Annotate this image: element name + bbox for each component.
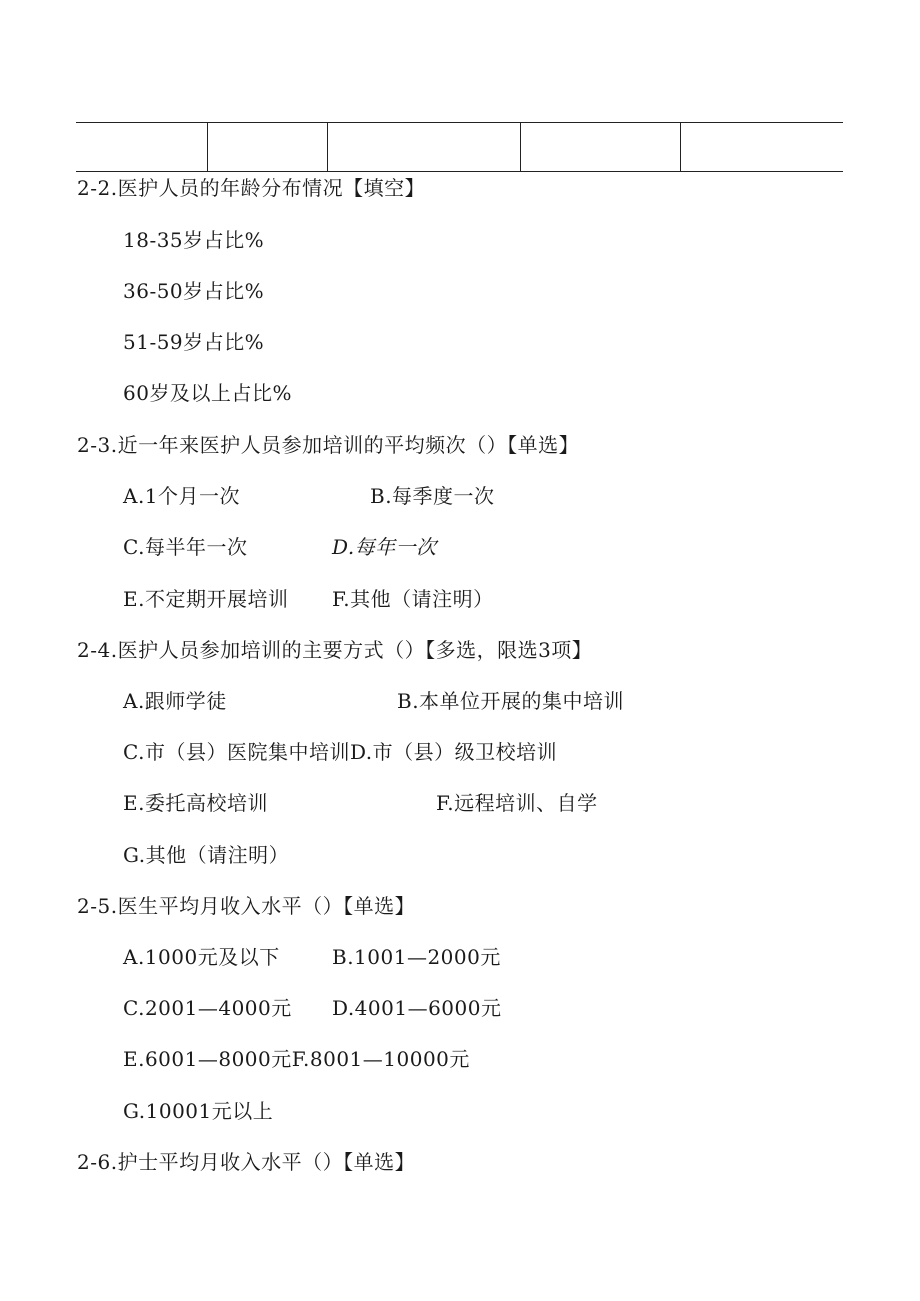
- table-column-divider: [327, 123, 328, 171]
- option-2-4-f: F.远程培训、自学: [436, 791, 598, 815]
- option-2-3-b: B.每季度一次: [370, 484, 495, 508]
- table-column-divider: [680, 123, 681, 171]
- table-column-divider: [207, 123, 208, 171]
- option-2-5-e-f: E.6001—8000元F.8001—10000元: [123, 1047, 470, 1071]
- option-2-5-a: A.1000元及以下: [123, 945, 280, 969]
- option-2-5-d: D.4001—6000元: [332, 996, 502, 1020]
- option-2-3-d: D.每年一次: [332, 535, 437, 559]
- age-item-36-50: 36-50岁占比%: [123, 279, 265, 303]
- option-2-3-e: E.不定期开展培训: [123, 587, 289, 611]
- option-2-4-g: G.其他（请注明）: [123, 843, 290, 867]
- question-2-3-title: 2-3.近一年来医护人员参加培训的平均频次（）【单选】: [77, 433, 580, 457]
- age-item-51-59: 51-59岁占比%: [123, 330, 265, 354]
- table-column-divider: [520, 123, 521, 171]
- question-2-4-title: 2-4.医护人员参加培训的主要方式（）【多选，限选3项】: [77, 638, 593, 662]
- question-2-6-title: 2-6.护士平均月收入水平（）【单选】: [77, 1150, 416, 1174]
- question-2-2-title: 2-2.医护人员的年龄分布情况【填空】: [77, 176, 426, 200]
- option-2-5-g: G.10001元以上: [123, 1099, 274, 1123]
- option-2-4-b: B.本单位开展的集中培训: [397, 689, 625, 713]
- option-2-4-a: A.跟师学徒: [123, 689, 227, 713]
- question-2-5-title: 2-5.医生平均月收入水平（）【单选】: [77, 894, 416, 918]
- age-item-18-35: 18-35岁占比%: [123, 228, 265, 252]
- option-2-3-f: F.其他（请注明）: [332, 587, 494, 611]
- table-fragment: [76, 122, 843, 172]
- age-item-60-plus: 60岁及以上占比%: [123, 381, 292, 405]
- option-2-3-c: C.每半年一次: [123, 535, 248, 559]
- option-2-5-b: B.1001—2000元: [332, 945, 501, 969]
- option-2-4-c-d: C.市（县）医院集中培训D.市（县）级卫校培训: [123, 740, 558, 764]
- option-2-4-e: E.委托高校培训: [123, 791, 268, 815]
- option-2-3-a: A.1个月一次: [123, 484, 241, 508]
- option-2-5-c: C.2001—4000元: [123, 996, 292, 1020]
